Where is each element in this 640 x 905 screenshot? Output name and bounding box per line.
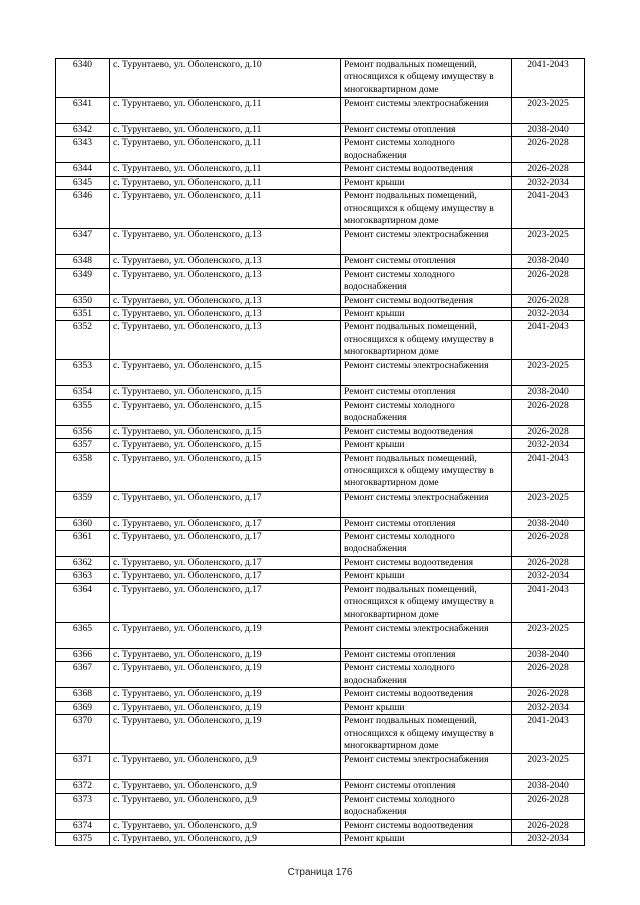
row-address: с. Турунтаево, ул. Оболенского, д.17 <box>110 531 341 557</box>
row-address: с. Турунтаево, ул. Оболенского, д.15 <box>110 439 341 452</box>
table-row <box>56 715 585 754</box>
row-address: с. Турунтаево, ул. Оболенского, д.19 <box>110 715 341 754</box>
row-address: с. Турунтаево, ул. Оболенского, д.15 <box>110 399 341 425</box>
row-address: с. Турунтаево, ул. Оболенского, д.9 <box>110 754 341 780</box>
row-number: 6343 <box>56 137 110 163</box>
row-number: 6348 <box>56 255 110 268</box>
row-period: 2032-2034 <box>512 701 585 714</box>
table-row <box>56 452 585 491</box>
row-number: 6360 <box>56 517 110 530</box>
table-row <box>56 190 585 229</box>
table-row <box>56 176 585 189</box>
table-row <box>56 268 585 294</box>
table-row <box>56 780 585 793</box>
row-number: 6366 <box>56 648 110 661</box>
row-address: с. Турунтаево, ул. Оболенского, д.15 <box>110 425 341 438</box>
row-address: с. Турунтаево, ул. Оболенского, д.11 <box>110 176 341 189</box>
table-row <box>56 793 585 819</box>
row-period: 2038-2040 <box>512 386 585 399</box>
row-work-type: Ремонт системы водоотведения <box>341 819 512 832</box>
row-number: 6368 <box>56 688 110 701</box>
row-period: 2026-2028 <box>512 137 585 163</box>
table-row <box>56 819 585 832</box>
row-period: 2032-2034 <box>512 176 585 189</box>
row-address: с. Турунтаево, ул. Оболенского, д.11 <box>110 98 341 124</box>
table-row <box>56 360 585 386</box>
row-work-type: Ремонт крыши <box>341 570 512 583</box>
row-work-type: Ремонт системы холодного водоснабжения <box>341 662 512 688</box>
row-period: 2041-2043 <box>512 59 585 98</box>
table-row <box>56 517 585 530</box>
row-work-type: Ремонт крыши <box>341 439 512 452</box>
table-row <box>56 662 585 688</box>
row-work-type: Ремонт крыши <box>341 308 512 321</box>
row-work-type: Ремонт крыши <box>341 832 512 845</box>
row-work-type: Ремонт системы водоотведения <box>341 557 512 570</box>
works-table <box>55 58 585 846</box>
table-row <box>56 425 585 438</box>
row-address: с. Турунтаево, ул. Оболенского, д.15 <box>110 386 341 399</box>
table-row <box>56 701 585 714</box>
row-work-type: Ремонт системы водоотведения <box>341 294 512 307</box>
row-work-type: Ремонт подвальных помещений, относящихся к общему имуществу в многоквартирном доме <box>341 190 512 229</box>
row-address: с. Турунтаево, ул. Оболенского, д.10 <box>110 59 341 98</box>
row-work-type: Ремонт системы холодного водоснабжения <box>341 399 512 425</box>
row-address: с. Турунтаево, ул. Оболенского, д.13 <box>110 321 341 360</box>
row-period: 2038-2040 <box>512 648 585 661</box>
row-number: 6356 <box>56 425 110 438</box>
row-address: с. Турунтаево, ул. Оболенского, д.17 <box>110 557 341 570</box>
row-period: 2026-2028 <box>512 163 585 176</box>
row-address: с. Турунтаево, ул. Оболенского, д.11 <box>110 124 341 137</box>
row-number: 6370 <box>56 715 110 754</box>
row-number: 6359 <box>56 491 110 517</box>
row-work-type: Ремонт системы холодного водоснабжения <box>341 793 512 819</box>
row-work-type: Ремонт системы отопления <box>341 517 512 530</box>
row-number: 6347 <box>56 229 110 255</box>
table-row <box>56 386 585 399</box>
row-period: 2026-2028 <box>512 294 585 307</box>
row-period: 2023-2025 <box>512 98 585 124</box>
row-period: 2026-2028 <box>512 268 585 294</box>
row-period: 2026-2028 <box>512 531 585 557</box>
row-number: 6355 <box>56 399 110 425</box>
row-address: с. Турунтаево, ул. Оболенского, д.11 <box>110 163 341 176</box>
row-work-type: Ремонт системы отопления <box>341 255 512 268</box>
row-address: с. Турунтаево, ул. Оболенского, д.17 <box>110 491 341 517</box>
page-number: Страница 176 <box>287 867 353 878</box>
table-row <box>56 308 585 321</box>
table-row <box>56 531 585 557</box>
row-number: 6373 <box>56 793 110 819</box>
table-row <box>56 399 585 425</box>
row-work-type: Ремонт подвальных помещений, относящихся к общему имуществу в многоквартирном доме <box>341 59 512 98</box>
row-work-type: Ремонт системы водоотведения <box>341 425 512 438</box>
row-period: 2032-2034 <box>512 570 585 583</box>
row-number: 6357 <box>56 439 110 452</box>
row-period: 2026-2028 <box>512 425 585 438</box>
row-number: 6364 <box>56 583 110 622</box>
row-number: 6375 <box>56 832 110 845</box>
row-period: 2026-2028 <box>512 793 585 819</box>
row-number: 6358 <box>56 452 110 491</box>
table-row <box>56 124 585 137</box>
row-period: 2026-2028 <box>512 688 585 701</box>
row-number: 6353 <box>56 360 110 386</box>
row-period: 2032-2034 <box>512 832 585 845</box>
row-work-type: Ремонт системы отопления <box>341 124 512 137</box>
row-work-type: Ремонт системы электроснабжения <box>341 98 512 124</box>
table-row <box>56 321 585 360</box>
row-address: с. Турунтаево, ул. Оболенского, д.13 <box>110 294 341 307</box>
row-work-type: Ремонт системы отопления <box>341 780 512 793</box>
row-work-type: Ремонт системы холодного водоснабжения <box>341 137 512 163</box>
row-period: 2023-2025 <box>512 491 585 517</box>
row-number: 6342 <box>56 124 110 137</box>
row-period: 2041-2043 <box>512 715 585 754</box>
row-work-type: Ремонт системы электроснабжения <box>341 360 512 386</box>
table-row <box>56 688 585 701</box>
works-table-body <box>56 59 585 846</box>
row-number: 6371 <box>56 754 110 780</box>
row-period: 2026-2028 <box>512 662 585 688</box>
row-number: 6369 <box>56 701 110 714</box>
row-number: 6362 <box>56 557 110 570</box>
row-work-type: Ремонт системы отопления <box>341 648 512 661</box>
row-number: 6350 <box>56 294 110 307</box>
row-number: 6345 <box>56 176 110 189</box>
row-work-type: Ремонт системы отопления <box>341 386 512 399</box>
row-work-type: Ремонт системы холодного водоснабжения <box>341 531 512 557</box>
row-number: 6341 <box>56 98 110 124</box>
row-work-type: Ремонт подвальных помещений, относящихся к общему имуществу в многоквартирном доме <box>341 583 512 622</box>
table-row <box>56 648 585 661</box>
row-address: с. Турунтаево, ул. Оболенского, д.9 <box>110 819 341 832</box>
row-number: 6367 <box>56 662 110 688</box>
row-period: 2023-2025 <box>512 229 585 255</box>
row-address: с. Турунтаево, ул. Оболенского, д.17 <box>110 570 341 583</box>
row-address: с. Турунтаево, ул. Оболенского, д.19 <box>110 688 341 701</box>
row-period: 2041-2043 <box>512 452 585 491</box>
row-number: 6372 <box>56 780 110 793</box>
row-address: с. Турунтаево, ул. Оболенского, д.19 <box>110 648 341 661</box>
row-period: 2032-2034 <box>512 439 585 452</box>
table-row <box>56 570 585 583</box>
row-number: 6374 <box>56 819 110 832</box>
row-work-type: Ремонт крыши <box>341 176 512 189</box>
table-row <box>56 98 585 124</box>
row-number: 6340 <box>56 59 110 98</box>
row-work-type: Ремонт системы электроснабжения <box>341 491 512 517</box>
row-period: 2023-2025 <box>512 754 585 780</box>
row-address: с. Турунтаево, ул. Оболенского, д.13 <box>110 255 341 268</box>
row-number: 6349 <box>56 268 110 294</box>
row-address: с. Турунтаево, ул. Оболенского, д.11 <box>110 137 341 163</box>
row-work-type: Ремонт подвальных помещений, относящихся к общему имуществу в многоквартирном доме <box>341 715 512 754</box>
row-period: 2038-2040 <box>512 255 585 268</box>
row-number: 6351 <box>56 308 110 321</box>
row-work-type: Ремонт системы электроснабжения <box>341 754 512 780</box>
table-row <box>56 754 585 780</box>
row-work-type: Ремонт системы электроснабжения <box>341 622 512 648</box>
row-address: с. Турунтаево, ул. Оболенского, д.13 <box>110 308 341 321</box>
row-work-type: Ремонт системы электроснабжения <box>341 229 512 255</box>
row-number: 6354 <box>56 386 110 399</box>
row-work-type: Ремонт подвальных помещений, относящихся к общему имуществу в многоквартирном доме <box>341 452 512 491</box>
table-row <box>56 137 585 163</box>
row-work-type: Ремонт системы водоотведения <box>341 688 512 701</box>
row-address: с. Турунтаево, ул. Оболенского, д.13 <box>110 268 341 294</box>
row-period: 2023-2025 <box>512 622 585 648</box>
table-row <box>56 583 585 622</box>
row-period: 2038-2040 <box>512 124 585 137</box>
row-address: с. Турунтаево, ул. Оболенского, д.9 <box>110 832 341 845</box>
row-work-type: Ремонт системы водоотведения <box>341 163 512 176</box>
row-period: 2038-2040 <box>512 780 585 793</box>
table-row <box>56 622 585 648</box>
row-address: с. Турунтаево, ул. Оболенского, д.19 <box>110 662 341 688</box>
row-period: 2026-2028 <box>512 399 585 425</box>
row-number: 6344 <box>56 163 110 176</box>
row-number: 6361 <box>56 531 110 557</box>
row-address: с. Турунтаево, ул. Оболенского, д.15 <box>110 452 341 491</box>
row-address: с. Турунтаево, ул. Оболенского, д.15 <box>110 360 341 386</box>
row-period: 2041-2043 <box>512 190 585 229</box>
table-row <box>56 229 585 255</box>
row-work-type: Ремонт системы холодного водоснабжения <box>341 268 512 294</box>
table-row <box>56 255 585 268</box>
table-row <box>56 294 585 307</box>
row-address: с. Турунтаево, ул. Оболенского, д.17 <box>110 583 341 622</box>
table-row <box>56 163 585 176</box>
row-work-type: Ремонт крыши <box>341 701 512 714</box>
row-number: 6365 <box>56 622 110 648</box>
row-work-type: Ремонт подвальных помещений, относящихся к общему имуществу в многоквартирном доме <box>341 321 512 360</box>
row-address: с. Турунтаево, ул. Оболенского, д.11 <box>110 190 341 229</box>
table-row <box>56 439 585 452</box>
row-period: 2032-2034 <box>512 308 585 321</box>
table-row <box>56 832 585 845</box>
row-address: с. Турунтаево, ул. Оболенского, д.19 <box>110 622 341 648</box>
row-address: с. Турунтаево, ул. Оболенского, д.9 <box>110 780 341 793</box>
row-period: 2041-2043 <box>512 583 585 622</box>
row-address: с. Турунтаево, ул. Оболенского, д.9 <box>110 793 341 819</box>
row-address: с. Турунтаево, ул. Оболенского, д.13 <box>110 229 341 255</box>
row-period: 2026-2028 <box>512 557 585 570</box>
row-period: 2038-2040 <box>512 517 585 530</box>
row-number: 6363 <box>56 570 110 583</box>
row-number: 6352 <box>56 321 110 360</box>
table-row <box>56 491 585 517</box>
row-period: 2023-2025 <box>512 360 585 386</box>
row-number: 6346 <box>56 190 110 229</box>
row-address: с. Турунтаево, ул. Оболенского, д.17 <box>110 517 341 530</box>
table-row <box>56 557 585 570</box>
row-period: 2041-2043 <box>512 321 585 360</box>
table-row <box>56 59 585 98</box>
row-address: с. Турунтаево, ул. Оболенского, д.19 <box>110 701 341 714</box>
row-period: 2026-2028 <box>512 819 585 832</box>
